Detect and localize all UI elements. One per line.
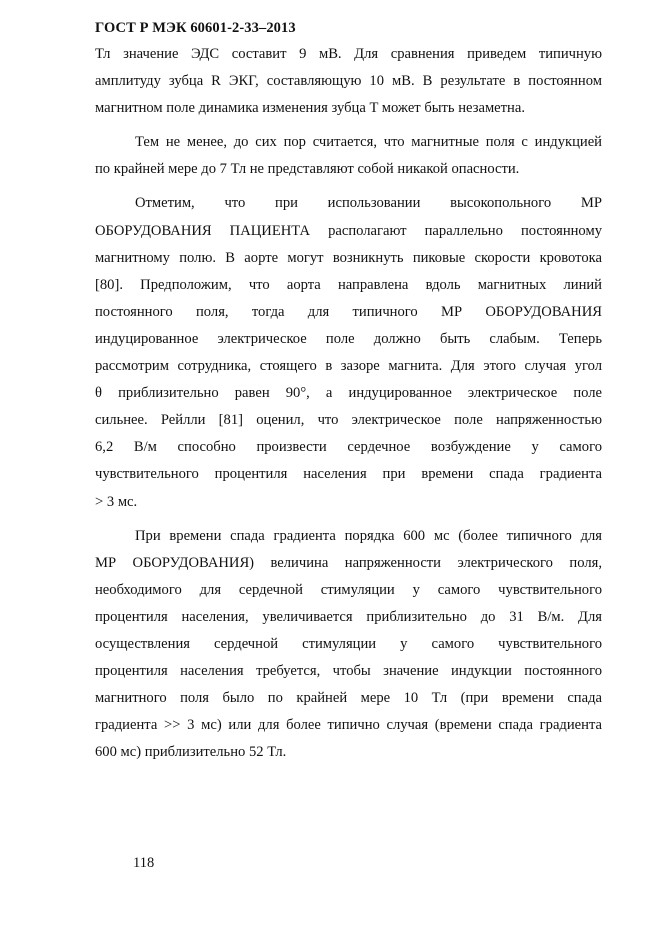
text-line: 6,2 В/м способно произвести сердечное возбуждение у самого <box>95 439 602 456</box>
text-line: процентиля населения, увеличивается приблизительно до 31 В/м. Для <box>95 608 602 625</box>
text-line: рассмотрим сотрудника, стоящего в зазоре магнита. Для этого случая угол <box>95 358 602 375</box>
text-line: осуществления сердечной стимуляции у самого чувствительного <box>95 635 602 652</box>
text-line: магнитного поля было по крайней мере 10 Тл (при времени спада <box>95 690 602 707</box>
text-line: [80]. Предположим, что аорта направлена вдоль магнитных линий <box>95 276 602 293</box>
text-line: Тем не менее, до сих пор считается, что магнитные поля с индукцией <box>135 134 602 151</box>
text-line: Отметим, что при использовании высокопольного МР <box>135 195 602 212</box>
text-line: постоянного поля, тогда для типичного МР ОБОРУДОВАНИЯ <box>95 303 602 320</box>
paragraph-4 <box>95 523 602 767</box>
text-line: При времени спада градиента порядка 600 мс (более типичного для <box>135 527 602 544</box>
text-line: МР ОБОРУДОВАНИЯ) величина напряженности электрического поля, <box>95 554 602 571</box>
text-line: Тл значение ЭДС составит 9 мВ. Для сравнения приведем типичную <box>95 46 602 62</box>
paragraph-2 <box>95 129 602 183</box>
text-line: процентиля населения требуется, чтобы значение индукции постоянного <box>95 663 602 680</box>
document-body <box>95 41 602 766</box>
text-line: градиента >> 3 мс) или для более типично случая (времени спада градиента <box>95 717 602 734</box>
text-line: магнитном поле динамика изменения зубца T может быть незаметна. <box>95 100 525 117</box>
text-line: сильнее. Рейлли [81] оценил, что электрическое поле напряженностью <box>95 412 602 429</box>
text-line: чувствительного процентиля населения при времени спада градиента <box>95 466 602 483</box>
text-line: 600 мс) приблизительно 52 Тл. <box>95 744 287 761</box>
text-line: амплитуду зубца R ЭКГ, составляющую 10 мВ. В результате в постоянном <box>95 73 602 90</box>
text-line: индуцированное электрическое поле должно быть слабым. Теперь <box>95 330 602 347</box>
text-line: по крайней мере до 7 Тл не представляют собой никакой опасности. <box>95 161 520 178</box>
text-line: θ приблизительно равен 90°, а индуцированное электрическое поле <box>95 385 602 402</box>
text-line: > 3 мс. <box>95 493 138 510</box>
paragraph-1 <box>95 41 602 122</box>
text-line: необходимого для сердечной стимуляции у самого чувствительного <box>95 581 602 598</box>
text-line: ОБОРУДОВАНИЯ ПАЦИЕНТА располагают параллельно постоянному <box>95 222 602 239</box>
paragraph-3 <box>95 190 602 515</box>
document-header: ГОСТ Р МЭК 60601-2-33–2013 <box>95 20 296 36</box>
page-number: 118 <box>133 855 155 871</box>
text-line: магнитному полю. В аорте могут возникнуть пиковые скорости кровотока <box>95 249 602 266</box>
